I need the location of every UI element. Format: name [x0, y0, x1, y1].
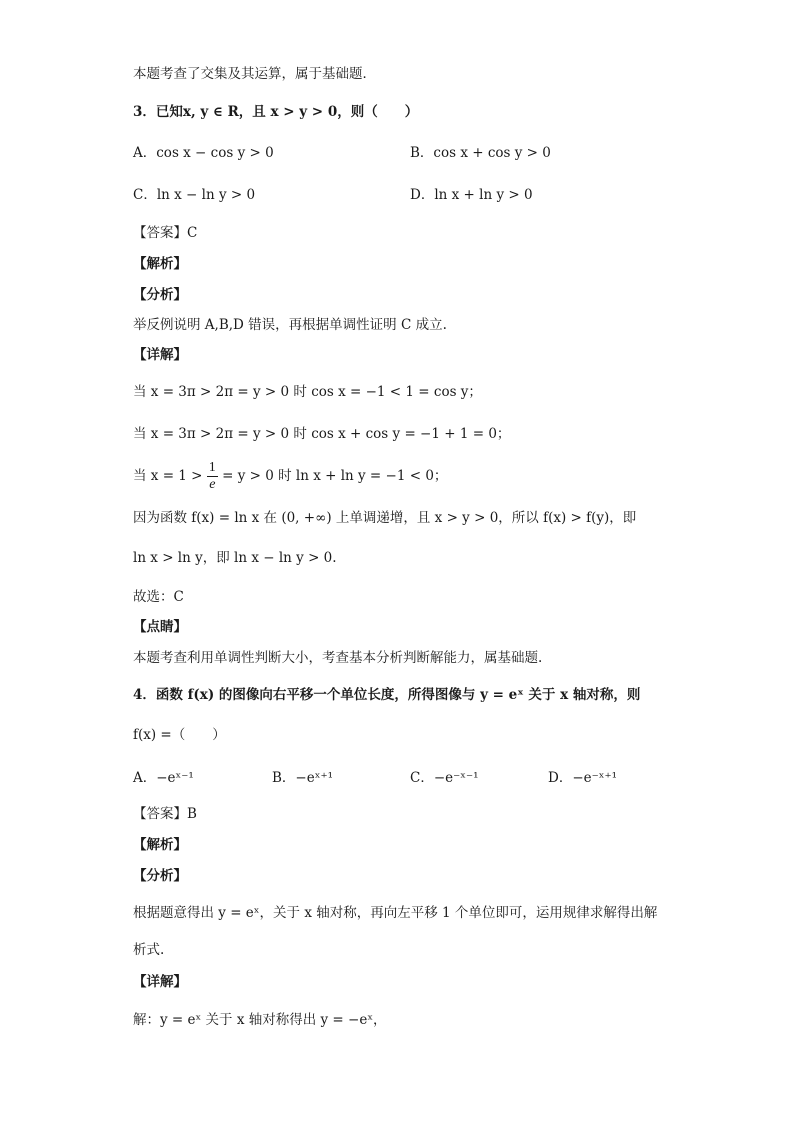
dianjing-heading: 【点睛】	[133, 619, 187, 635]
fenxi-heading: 【分析】	[133, 287, 187, 303]
detail-line-1: 当 x = 3π > 2π = y > 0 时 cos x = −1 < 1 = cos y；	[133, 384, 482, 400]
question-4-stem-2: f(x) =（ ）	[133, 727, 226, 743]
detail-line-3	[133, 458, 447, 494]
q4-option-c: C．−e⁻ˣ⁻¹	[410, 770, 479, 786]
q3-option-c: C．ln x − ln y > 0	[133, 187, 256, 203]
answer-label-4: 【答案】B	[133, 806, 197, 822]
detail-line-4: 因为函数 f(x) = ln x 在 (0, +∞) 上单调递增，且 x > y > 0，所以 f(x) > f(y)，即	[133, 510, 637, 526]
analysis-heading: 【解析】	[133, 256, 187, 272]
text-line: 本题考查了交集及其运算，属于基础题．	[133, 66, 376, 82]
fraction-denominator: e	[209, 477, 216, 492]
q3-option-a: A．cos x − cos y > 0	[133, 145, 274, 161]
fraction-one-over-e	[207, 460, 218, 493]
question-3-stem: 3．已知x, y ∈ R，且 x > y > 0，则（ ）	[133, 104, 419, 120]
fenxi-heading-4: 【分析】	[133, 868, 187, 884]
detail-line-2: 当 x = 3π > 2π = y > 0 时 cos x + cos y = −1 + 1 = 0；	[133, 426, 511, 442]
analysis-heading-4: 【解析】	[133, 837, 187, 853]
fenxi-text-4-line-1: 根据题意得出 y = eˣ，关于 x 轴对称，再向左平移 1 个单位即可，运用规律求解得出解	[133, 905, 658, 921]
final-choice: 故选：C	[133, 589, 184, 605]
fenxi-text: 举反例说明 A,B,D 错误，再根据单调性证明 C 成立.	[133, 317, 447, 333]
fraction-numerator: 1	[208, 460, 216, 475]
detail-line-3-pre: 当 x = 1 >	[133, 468, 203, 484]
detail-4-line-1: 解：y = eˣ 关于 x 轴对称得出 y = −eˣ，	[133, 1012, 387, 1028]
question-4-stem: 4．函数 f(x) 的图像向右平移一个单位长度，所得图像与 y = eˣ 关于 x 轴对称，则	[133, 687, 641, 703]
answer-label: 【答案】C	[133, 225, 198, 241]
q4-option-a: A．−eˣ⁻¹	[133, 770, 194, 786]
q3-option-b: B．cos x + cos y > 0	[410, 145, 551, 161]
detail-line-3-post: = y > 0 时 ln x + ln y = −1 < 0；	[222, 468, 448, 484]
detail-heading-4: 【详解】	[133, 974, 187, 990]
dianjing-text: 本题考查利用单调性判断大小，考查基本分析判断解能力，属基础题.	[133, 650, 543, 666]
detail-line-5: ln x > ln y，即 ln x − ln y > 0.	[133, 550, 337, 566]
fenxi-text-4-line-2: 析式.	[133, 942, 165, 958]
q4-option-b: B．−eˣ⁺¹	[272, 770, 333, 786]
q4-option-d: D．−e⁻ˣ⁺¹	[548, 770, 618, 786]
q3-option-d: D．ln x + ln y > 0	[410, 187, 533, 203]
detail-heading: 【详解】	[133, 347, 187, 363]
